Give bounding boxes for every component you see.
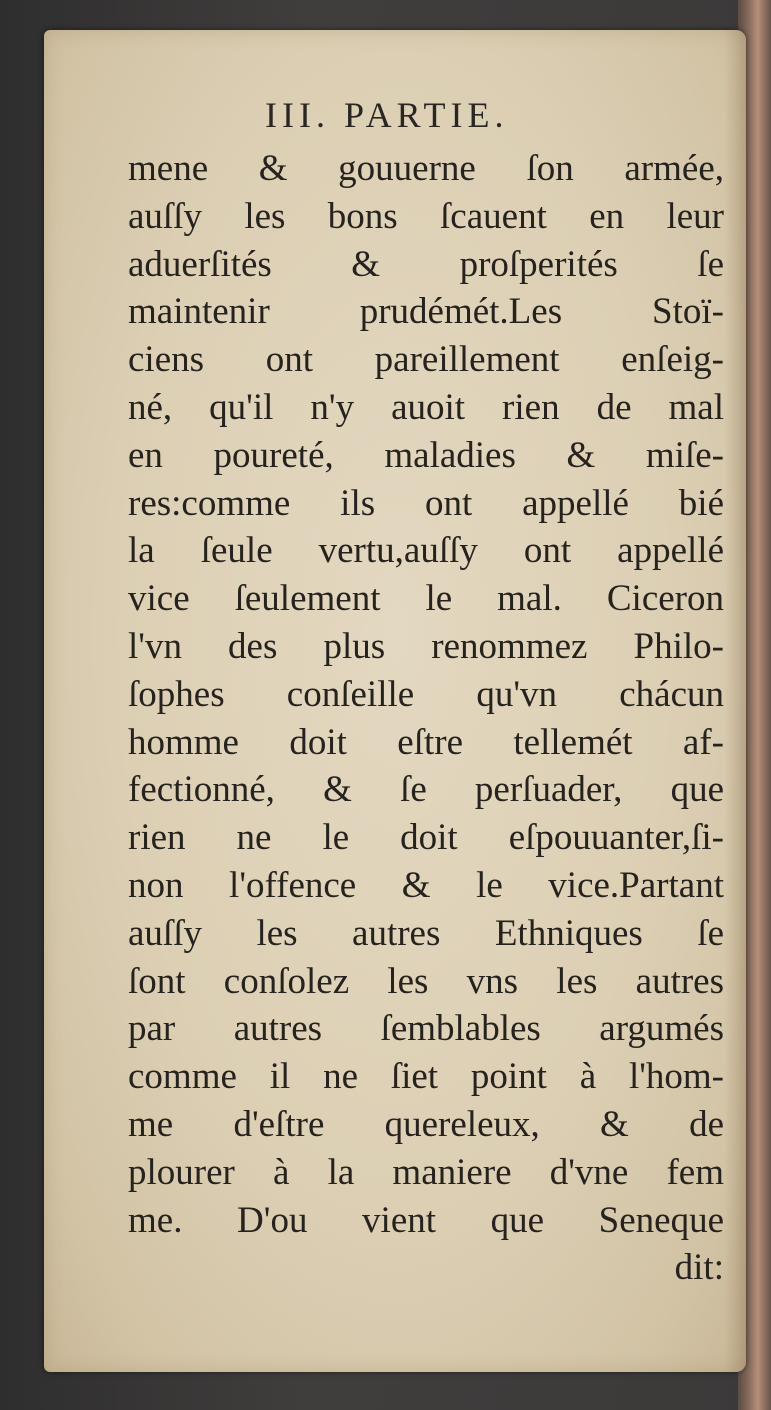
text-line: comme il ne ſiet point à l'hom- xyxy=(128,1056,724,1098)
catchword: dit: xyxy=(674,1247,724,1289)
text-line: ſont conſolez les vns les autres xyxy=(128,960,724,1002)
text-line: non l'offence & le vice.Partant xyxy=(128,864,724,906)
text-line: maintenir prudémét.Les Stoï- xyxy=(128,291,724,333)
text-line: res:comme ils ont appellé bié xyxy=(128,482,724,524)
text-line: ciens ont pareillement enſeig- xyxy=(128,339,724,381)
text-line: vice ſeulement le mal. Ciceron xyxy=(128,578,724,620)
body-text xyxy=(128,145,724,1292)
text-line: auſſy les bons ſcauent en leur xyxy=(128,195,724,237)
text-line: ſophes conſeille qu'vn chácun xyxy=(128,673,724,715)
text-line: fectionné, & ſe perſuader, que xyxy=(128,769,724,811)
text-line: né, qu'il n'y auoit rien de mal xyxy=(128,386,724,428)
text-line: me d'eſtre quereleux, & de xyxy=(128,1103,724,1145)
text-line: en poureté, maladies & miſe- xyxy=(128,434,724,476)
text-line: homme doit eſtre tellemét af- xyxy=(128,721,724,763)
text-line: aduerſités & proſperités ſe xyxy=(128,243,724,285)
text-line: mene & gouuerne ſon armée, xyxy=(128,148,724,189)
text-line: plourer à la maniere d'vne fem xyxy=(128,1151,724,1193)
text-line: me. D'ou vient que Seneque xyxy=(128,1199,724,1241)
text-line: la ſeule vertu,auſſy ont appellé xyxy=(128,530,724,572)
text-line: l'vn des plus renommez Philo- xyxy=(128,625,724,667)
text-line: par autres ſemblables argumés xyxy=(128,1008,724,1050)
running-header: III. PARTIE. xyxy=(265,95,509,135)
text-line: rien ne le doit eſpouuanter,ſi- xyxy=(128,817,724,859)
text-line: auſſy les autres Ethniques ſe xyxy=(128,912,724,954)
